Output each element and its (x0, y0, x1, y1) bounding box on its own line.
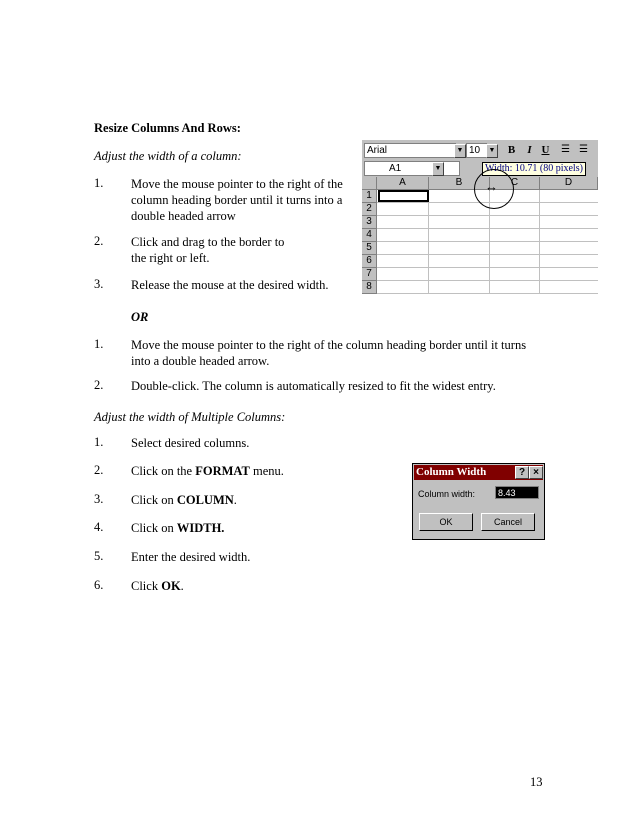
step-c-text-suffix: menu. (249, 464, 284, 478)
step-c-text-plain: Click on (131, 493, 177, 507)
excel-screenshot (362, 140, 598, 294)
column-header[interactable]: D (540, 177, 598, 190)
row-header[interactable]: 1 (362, 190, 377, 203)
step-c-number: 5. (94, 549, 104, 563)
step-c-text-bold: WIDTH. (176, 521, 225, 535)
grid-line (539, 190, 540, 294)
name-box[interactable]: A1 (364, 161, 460, 176)
help-icon[interactable]: ? (515, 466, 529, 479)
active-cell[interactable] (378, 190, 429, 202)
align-left-icon[interactable]: ☰ (561, 144, 570, 155)
step-c-number: 3. (94, 492, 104, 506)
step-c-text (131, 492, 237, 508)
formatting-toolbar (362, 140, 598, 160)
column-width-input[interactable]: 8.43 (495, 486, 539, 499)
column-width-dialog (412, 463, 545, 540)
step-a-number: 3. (94, 277, 104, 291)
grid-line (377, 228, 598, 229)
column-header[interactable]: C (490, 177, 540, 190)
or-label: OR (131, 310, 149, 324)
italic-button[interactable]: I (527, 144, 532, 156)
step-a-text: column heading border until it turns into a (131, 193, 343, 207)
column-width-label: Column width: (418, 489, 476, 499)
ok-button[interactable]: OK (419, 513, 473, 531)
grid-line (428, 190, 429, 294)
column-width-tooltip: Width: 10.71 (80 pixels) (482, 162, 586, 176)
step-b-text: Double-click. The column is automatically resized to fit the widest entry. (131, 379, 496, 393)
step-a-text: Move the mouse pointer to the right of the (131, 177, 343, 191)
step-c-text-plain: Click on the (131, 464, 196, 478)
step-c-text-plain: Click on (131, 521, 177, 535)
step-c-text-suffix: . (233, 493, 237, 507)
step-c-text (131, 435, 249, 451)
size-dropdown-icon[interactable]: ▼ (486, 144, 498, 158)
step-c-text-bold: OK (161, 579, 181, 593)
step-c-text (131, 463, 284, 479)
step-a-text: Click and drag to the border to (131, 235, 285, 249)
step-b-number: 2. (94, 378, 104, 392)
grid-line (377, 241, 598, 242)
row-header[interactable]: 7 (362, 268, 377, 281)
align-center-icon[interactable]: ☰ (579, 144, 588, 155)
row-header[interactable]: 3 (362, 216, 377, 229)
step-c-text-plain: Enter the desired width. (131, 550, 251, 564)
subsection-title-multiple-columns: Adjust the width of Multiple Columns: (94, 410, 286, 424)
dialog-title: Column Width (414, 465, 543, 480)
column-header[interactable]: A (377, 177, 429, 190)
step-b-number: 1. (94, 337, 104, 351)
step-a-text: Release the mouse at the desired width. (131, 278, 329, 292)
row-header[interactable]: 2 (362, 203, 377, 216)
row-header[interactable]: 8 (362, 281, 377, 294)
row-header[interactable]: 6 (362, 255, 377, 268)
grid-line (377, 267, 598, 268)
bold-button[interactable]: B (507, 144, 516, 156)
grid-line (377, 293, 598, 294)
name-box-dropdown-icon[interactable]: ▼ (432, 162, 444, 176)
grid-line (377, 215, 598, 216)
step-a-text: double headed arrow (131, 209, 236, 223)
step-a-number: 1. (94, 176, 104, 190)
step-a-text: the right or left. (131, 251, 210, 265)
grid-line (377, 254, 598, 255)
grid-line (377, 280, 598, 281)
close-icon[interactable]: × (529, 466, 543, 479)
step-c-text-bold: COLUMN (176, 493, 234, 507)
font-dropdown-icon[interactable]: ▼ (454, 144, 466, 158)
step-c-text-plain: Click (131, 579, 162, 593)
font-name-box[interactable]: Arial (364, 143, 456, 158)
step-c-number: 2. (94, 463, 104, 477)
row-header[interactable]: 5 (362, 242, 377, 255)
subsection-title-single-column: Adjust the width of a column: (94, 149, 242, 163)
cancel-button[interactable]: Cancel (481, 513, 535, 531)
resize-cursor-icon: ↔ (485, 179, 498, 194)
step-c-text-suffix: . (180, 579, 184, 593)
step-c-number: 4. (94, 520, 104, 534)
step-a-number: 2. (94, 234, 104, 248)
step-c-number: 6. (94, 578, 104, 592)
step-b-text: Move the mouse pointer to the right of the column heading border until it turns (131, 338, 527, 352)
step-c-text (131, 578, 184, 594)
column-header[interactable]: B (429, 177, 490, 190)
step-c-text (131, 549, 250, 565)
step-c-text-plain: Select desired columns. (131, 436, 250, 450)
step-c-number: 1. (94, 435, 104, 449)
step-c-text-bold: FORMAT (195, 464, 250, 478)
underline-button[interactable]: U (541, 144, 550, 156)
page-number: 13 (530, 775, 543, 789)
step-b-text: into a double headed arrow. (131, 354, 270, 368)
font-size-box[interactable]: 10 (466, 143, 487, 158)
section-heading: Resize Columns And Rows: (94, 121, 241, 135)
select-all-corner[interactable] (362, 177, 377, 190)
step-c-text (131, 520, 224, 536)
row-header[interactable]: 4 (362, 229, 377, 242)
